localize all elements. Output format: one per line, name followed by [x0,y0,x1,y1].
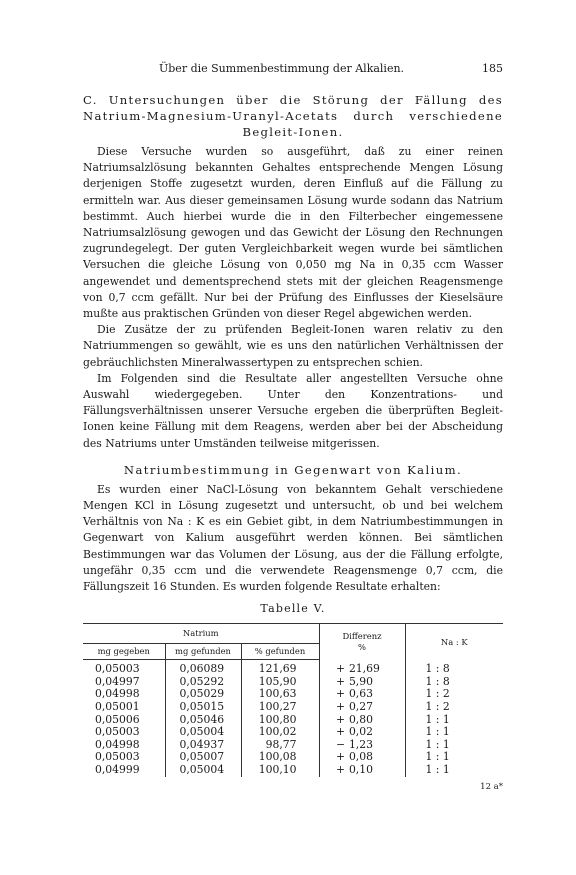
cell-given: 0,05003 [95,750,140,764]
signature-mark: 12 a* [480,782,503,792]
cell-pct-found: 100,10 [241,764,319,777]
cell-found: 0,05015 [165,701,241,714]
ratio-header: Na : K [405,624,503,660]
cell-given: 0,04997 [95,674,140,688]
cell-ratio: 1 : 8 [405,660,503,676]
paragraph: Die Zusätze der zu prüfenden Begleit-Ionen waren relativ zu den Natriummengen so gewählt, wie es uns den natürlichen Verhältnissen der gebräuchlichsten Mineralwassertypen zu entsprechen schien. [83,323,503,369]
difference-value: 0,02 [348,725,373,739]
cell-found: 0,05007 [165,751,241,764]
cell-difference [319,764,405,777]
subsection-heading: Natriumbestimmung in Gegenwart von Kalium. [123,462,463,477]
cell-ratio: 1 : 1 [405,739,503,752]
table-body [83,660,503,777]
document-page [83,60,503,792]
table-row [83,701,503,714]
table-row [83,660,503,676]
difference-sign: + [335,687,346,701]
difference-sign: + [335,700,346,714]
cell-found: 0,05004 [165,726,241,739]
results-table [83,623,503,776]
natrium-group-header: Natrium [83,624,319,644]
cell-pct-found: 121,69 [241,660,319,676]
table-row [83,726,503,739]
section-heading: C. Untersuchungen über die Störung der Fällung des Natrium-Magnesium-Uranyl-Acetats durch verschiedene Begleit-Ionen. [83,93,503,139]
cell-ratio: 1 : 1 [405,764,503,777]
difference-sign: + [335,674,346,688]
difference-label: Differenz [342,631,382,642]
cell-pct-found: 100,80 [241,714,319,727]
table-title: Tabelle V. [260,602,326,616]
difference-sign: − [335,737,346,751]
cell-given: 0,05003 [95,725,140,739]
given-header: mg gegeben [83,644,165,660]
table-row [83,764,503,777]
difference-header [319,624,405,660]
found-header: mg gefunden [165,644,241,660]
difference-value: 0,27 [348,700,373,714]
cell-ratio: 1 : 2 [405,701,503,714]
difference-value: 1,23 [348,737,373,751]
cell-found: 0,04937 [165,739,241,752]
difference-sign: + [335,750,346,764]
page-number: 185 [482,62,503,75]
cell-pct-found: 100,02 [241,726,319,739]
cell-given: 0,04998 [95,737,140,751]
paragraph: Diese Versuche wurden so ausgeführt, daß zu einer reinen Natriumsalzlösung bekannten Gehaltes entsprechende Mengen Lösung derjenigen Stoffe zugesetzt wurden, deren Einfluß auf die Fällung zu ermitteln war. Aus dieser gemeinsamen Lösung wurde sodann das Natrium bestimmt. Auch hierbei wurde die in den Filterbecher eingemessene Natriumsalzlösung gewogen und das Gewicht der Lösung den Rechnungen zugrundegelegt. Der guten Vergleichbarkeit wegen wurde bei sämtlichen Versuchen die gleiche Lösung von 0,050 mg Na in 0,35 ccm Wasser angewendet und dementsprechend stets mit der gleichen Reagensmenge von 0,7 ccm gefällt. Nur bei der Prüfung des Einflusses der Kieselsäure mußte aus praktischen Gründen von dieser Regel abgewichen werden. [83,145,503,321]
cell-given: 0,04998 [95,687,140,701]
cell-found: 0,05029 [165,688,241,701]
cell-ratio: 1 : 2 [405,688,503,701]
paragraph: Im Folgenden sind die Resultate aller angestellten Versuche ohne Auswahl wiedergegeben. Unter den Konzentrations- und Fällungsverhältnissen unserer Versuche ergeben die überprüften Begleit-Ionen keine Fällung mit dem Reagens, werden aber bei der Abscheidung des Natriums unter Umständen teilweise mitgerissen. [83,371,503,450]
cell-found: 0,05004 [165,764,241,777]
running-head [83,60,503,78]
cell-ratio: 1 : 1 [405,726,503,739]
cell-given: 0,05003 [95,662,140,676]
difference-value: 5,90 [348,674,373,688]
cell-found: 0,05292 [165,676,241,689]
cell-difference [319,660,405,676]
cell-pct-found: 100,63 [241,688,319,701]
difference-sign: + [335,712,346,726]
difference-value: 0,08 [348,750,373,764]
difference-sign: + [335,662,346,676]
cell-found: 0,05046 [165,714,241,727]
cell-ratio: 1 : 1 [405,714,503,727]
cell-pct-found: 100,27 [241,701,319,714]
difference-unit: % [358,642,366,653]
running-title: Über die Summenbestimmung der Alkalien. [159,62,405,75]
difference-value: 0,63 [348,687,373,701]
cell-given: 0,05006 [95,712,140,726]
cell-found: 0,06089 [165,660,241,676]
cell-pct-found: 100,08 [241,751,319,764]
cell-ratio: 1 : 1 [405,751,503,764]
difference-sign: + [335,725,346,739]
cell-pct-found: 98,77 [241,739,319,752]
pct-found-header: % gefunden [241,644,319,660]
difference-value: 0,80 [348,712,373,726]
cell-pct-found: 105,90 [241,676,319,689]
cell-given: 0,05001 [95,700,140,714]
difference-value: 0,10 [348,763,373,777]
cell-ratio: 1 : 8 [405,676,503,689]
cell-given: 0,04999 [95,763,140,777]
difference-value: 21,69 [348,662,380,676]
difference-sign: + [335,763,346,777]
paragraph: Es wurden einer NaCl-Lösung von bekanntem Gehalt verschiedene Mengen KCl in Lösung zugesetzt und untersucht, ob und bei welchem Verhältnis von Na : K es ein Gebiet gibt, in dem Natriumbestimmungen in Gegenwart von Kalium ausgeführt werden können. Bei sämtlichen Bestimmungen war das Volumen der Lösung, aus der die Fällung erfolgte, ungefähr 0,35 ccm und die verwendete Reagensmenge 0,7 ccm, die Fällungszeit 16 Stunden. Es wurden folgende Resultate erhalten: [83,482,503,594]
